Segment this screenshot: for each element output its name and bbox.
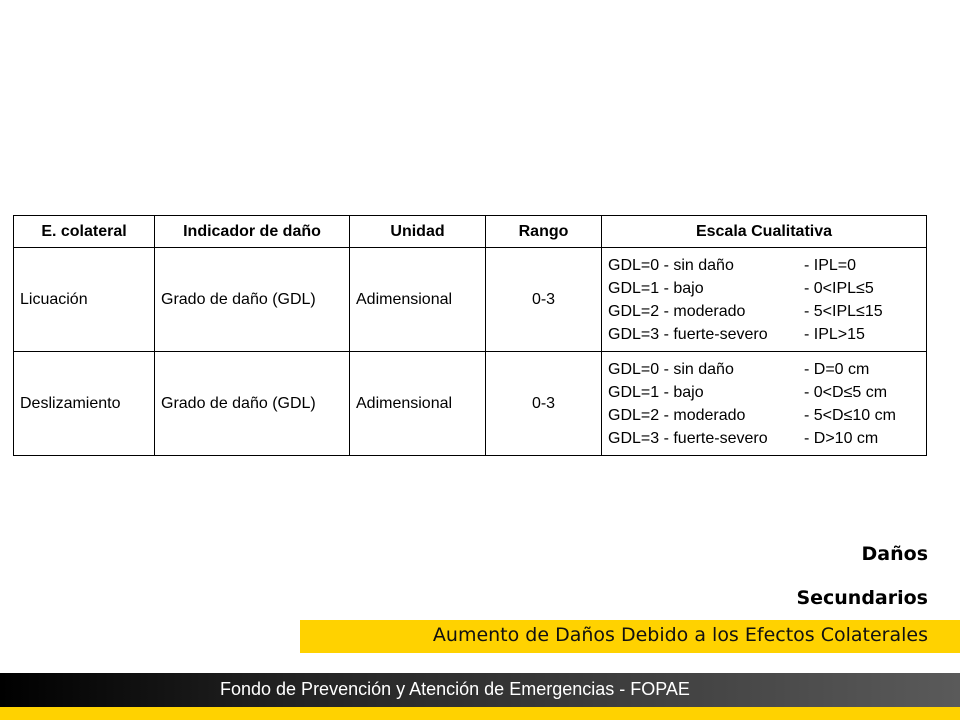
header-rango: Rango [486, 216, 602, 248]
escala-line [608, 300, 920, 323]
collateral-effects-table [13, 215, 927, 456]
escala-criterio: - IPL>15 [804, 325, 865, 343]
cell-indicador: Grado de daño (GDL) [155, 248, 350, 352]
table-row [14, 352, 927, 456]
escala-grado: GDL=1 - bajo [608, 383, 704, 401]
table-header-row [14, 216, 927, 248]
escala-criterio: - 5<IPL≤15 [804, 302, 883, 320]
escala-grado: GDL=1 - bajo [608, 279, 704, 297]
escala-line [608, 404, 920, 427]
escala-criterio: - D>10 cm [804, 429, 879, 447]
escala-grado: GDL=2 - moderado [608, 406, 746, 424]
escala-line [608, 381, 920, 404]
header-efecto-colateral: E. colateral [14, 216, 155, 248]
escala-criterio: - D=0 cm [804, 360, 870, 378]
escala-grado: GDL=0 - sin daño [608, 256, 734, 274]
escala-criterio: - 0<IPL≤5 [804, 279, 874, 297]
escala-grado: GDL=2 - moderado [608, 302, 746, 320]
escala-criterio: - IPL=0 [804, 256, 857, 274]
escala-grado: GDL=3 - fuerte-severo [608, 325, 768, 343]
subtitle-bar [300, 620, 960, 653]
table-row [14, 248, 927, 352]
cell-unidad: Adimensional [350, 248, 486, 352]
cell-indicador: Grado de daño (GDL) [155, 352, 350, 456]
slide-title-line-2: Secundarios [796, 587, 928, 609]
escala-criterio: - 5<D≤10 cm [804, 406, 896, 424]
cell-unidad: Adimensional [350, 352, 486, 456]
escala-criterio: - 0<D≤5 cm [804, 383, 888, 401]
escala-line [608, 323, 920, 346]
escala-line [608, 427, 920, 450]
cell-efecto: Deslizamiento [14, 352, 155, 456]
escala-line [608, 277, 920, 300]
footer-bar [0, 673, 960, 707]
cell-rango: 0-3 [486, 248, 602, 352]
escala-grado: GDL=3 - fuerte-severo [608, 429, 768, 447]
slide-title-line-1: Daños [861, 543, 928, 565]
cell-escala [602, 352, 927, 456]
cell-rango: 0-3 [486, 352, 602, 456]
footer-organization-text: Fondo de Prevención y Atención de Emergencias - FOPAE [220, 679, 690, 699]
header-indicador-dano: Indicador de daño [155, 216, 350, 248]
header-escala-cualitativa: Escala Cualitativa [602, 216, 927, 248]
escala-line [608, 358, 920, 381]
collateral-effects-table-wrapper [13, 215, 927, 456]
escala-grado: GDL=0 - sin daño [608, 360, 734, 378]
cell-escala [602, 248, 927, 352]
header-unidad: Unidad [350, 216, 486, 248]
slide-subtitle: Aumento de Daños Debido a los Efectos Colaterales [432, 624, 928, 646]
escala-line [608, 254, 920, 277]
cell-efecto: Licuación [14, 248, 155, 352]
footer-accent-stripe [0, 707, 960, 720]
